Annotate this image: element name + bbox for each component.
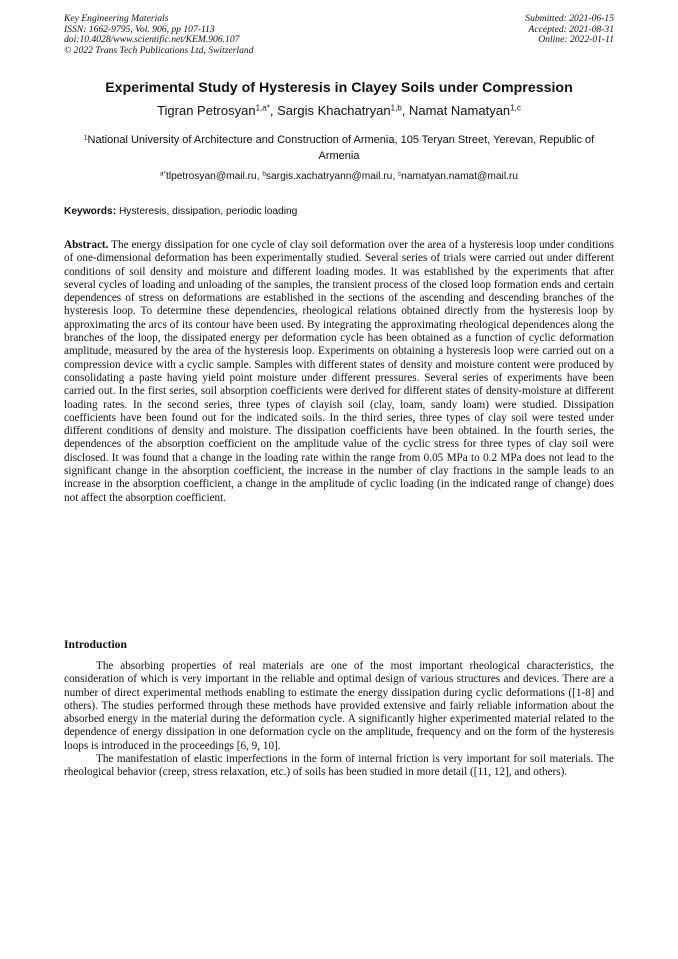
journal-info <box>64 14 254 56</box>
accepted-date: Accepted: 2021-08-31 <box>528 23 614 35</box>
author-name: Namat Namatyan <box>409 103 511 118</box>
submitted-date: Submitted: 2021-06-15 <box>525 13 614 24</box>
affiliation-sup: 1 <box>83 134 88 142</box>
author-sup: 1,a* <box>255 103 270 113</box>
dates-info <box>525 14 614 46</box>
author-list: Tigran Petrosyan$^{1,a*}$, Sargis Khachatryan$^{1,b}$, Namat Namatyan$^{1,c}$ <box>157 103 521 118</box>
email-link[interactable]: tlpetrosyan@mail.ru <box>165 171 257 182</box>
copyright: © 2022 Trans Tech Publications Ltd, Switzerland <box>64 44 254 56</box>
abstract <box>64 239 614 505</box>
keywords <box>64 206 614 217</box>
abstract-label: Abstract. <box>64 239 109 251</box>
introduction-paragraph: The absorbing properties of real materials are one of the most important rheological characteristics, the consideration of which is very important in the reliable and optimal design of various structures and devices. There are a number of direct experimental methods enabling to estimate the energy dissipation during cyclic deformations ([1-8] and others). The studies performed through these methods have provided extensive and fairly reliable information about the absorbed energy in the material during the deformation cycle. A significantly higher experimented material related to the dependence of energy dissipation in one deformation cycle on the amplitude, frequency and on the form of the hysteresis loops is introduced in the proceedings [6, 9, 10]. <box>64 660 614 752</box>
journal-name: Key Engineering Materials <box>64 13 169 24</box>
email-link[interactable]: sargis.xachatryann@mail.ru <box>265 171 393 182</box>
introduction-body <box>64 660 614 780</box>
affiliation <box>70 133 608 164</box>
abstract-text: The energy dissipation for one cycle of clay soil deformation over the area of a hysteresis loop under conditions of one-dimensional deformation has been experimentally studied. Several series of trials were carried out under different conditions of soil density and moisture and different loading modes. It was established by the experiments that after several cycles of loading and unloading of the samples, the transient process of the closed loop formation ends and certain dependences of stress on deformations are established in the sections of the ascending and descending branches of the hysteresis loop. To determine these dependencies, rheological relations obtained directly from the hysteresis loop by approximating the arcs of its contour have been used. By integrating the approximating rheological dependences along the branches of the loop, the dissipated energy per deformation cycle has been obtained as a function of cyclic deformation amplitude, measured by the area of the hysteresis loop. Experiments on obtaining a hysteresis loop were carried out on a compression device with a cyclic sample. Samples with different states of density and moisture content were produced by consolidating a paste having yield point moisture under different pressures. Several series of experiments have been carried out. In the first series, soil absorption coefficients were derived for different states of density-moisture at different loading rates. In the second series, three types of clayish soil (clay, loam, sandy loam) were studied. Dissipation coefficients have been found out for the indicated soils. In the third series, three types of clay soil were tested under different conditions of density and moisture. The dissipation coefficients have been obtained. In the fourth series, the dependences of the absorption coefficient on the amplitude value of the cyclic stress for three types of clay soil were disclosed. It was found that a change in the loading rate within the range from 0.05 MPa to 0.2 MPa does not lead to the significant change in the absorption coefficient, the increase in the number of clay fractions in the sample leads to an increase in the absorption coefficient, a change in the amplitude of cyclic loading (in the indicated range of change) does not affect the absorption coefficient. <box>64 239 614 504</box>
introduction-heading: Introduction <box>64 638 127 651</box>
affiliation-text: National University of Architecture and Construction of Armenia, 105 Teryan Street, Yerevan, Republic of Armenia <box>87 134 595 162</box>
author-sup: 1,b <box>390 103 402 113</box>
author-name: Tigran Petrosyan <box>157 103 256 118</box>
keywords-text: Hysteresis, dissipation, periodic loading <box>118 206 298 217</box>
introduction-paragraph: The manifestation of elastic imperfections in the form of internal friction is very important for soil materials. The rheological behavior (creep, stress relaxation, etc.) of soils has been studied in more detail ([11, 12], and others). <box>64 753 614 779</box>
email-sup: c <box>398 170 402 178</box>
issn: ISSN: 1662-9795, Vol. 906, pp 107-113 <box>64 23 215 35</box>
paper-title: Experimental Study of Hysteresis in Clayey Soils under Compression <box>105 80 573 96</box>
online-date: Online: 2022-01-11 <box>538 34 614 46</box>
doi: doi:10.4028/www.scientific.net/KEM.906.107 <box>64 34 240 46</box>
email-sup: a* <box>160 170 166 178</box>
email-link[interactable]: namatyan.namat@mail.ru <box>401 171 518 182</box>
email-sup: b <box>262 170 266 178</box>
keywords-label: Keywords: <box>64 206 117 217</box>
author-sup: 1,c <box>510 103 521 113</box>
author-name: Sargis Khachatryan <box>277 103 391 118</box>
email-list: $^{a*}$tlpetrosyan@mail.ru, $^b$sargis.xachatryann@mail.ru, $^c$namatyan.namat@mail.ru <box>160 170 518 182</box>
